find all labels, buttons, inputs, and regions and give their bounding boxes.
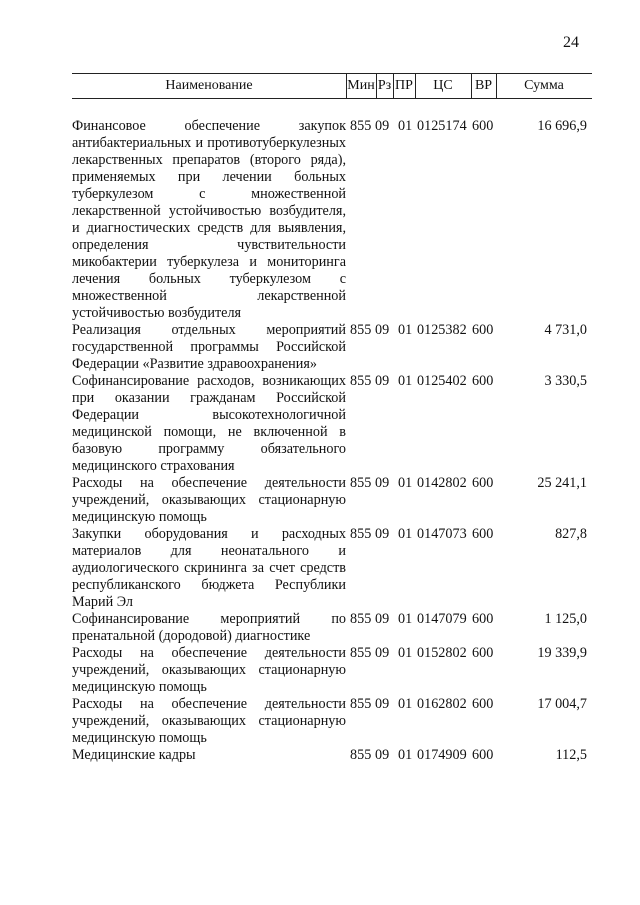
header-sum: Сумма (524, 78, 564, 93)
row-name: Расходы на обеспечение деятельности учреждений, оказывающих стационарную медицинскую помощь (72, 475, 346, 525)
row-rz: 09 (375, 645, 390, 661)
row-rz: 09 (375, 373, 390, 389)
row-vr: 600 (472, 322, 494, 338)
table-row (72, 118, 592, 322)
header-rz: Рз (377, 78, 392, 93)
row-name: Софинансирование мероприятий по пренатальной (дородовой) диагностике (72, 611, 346, 644)
row-sum: 827,8 (555, 526, 587, 542)
row-vr: 600 (472, 475, 494, 491)
table-row (72, 526, 592, 611)
page-number: 24 (563, 34, 579, 51)
row-min: 855 (350, 475, 372, 491)
row-sum: 25 241,1 (537, 475, 587, 491)
header-min: Мин (347, 78, 375, 93)
row-rz: 09 (375, 118, 390, 134)
row-name: Финансовое обеспечение закупок антибактериальных и противотуберкулезных лекарственных препаратов (второго ряда), применяемых при лечении больных туберкулезом с множественной лекарственной устойчивостью возбудителя, и диагностических средств для выявления, определения чувствительности микобактерии туберкулеза и мониторинга лечения больных туберкулезом с множественной лекарственной устойчивостью возбудителя (72, 118, 346, 321)
row-name: Реализация отдельных мероприятий государственной программы Российской Федерации «Развитие здравоохранения» (72, 322, 346, 372)
table-row (72, 696, 592, 747)
row-min: 855 (350, 611, 372, 627)
row-cs: 0125402 (417, 373, 467, 389)
row-rz: 09 (375, 747, 390, 763)
row-min: 855 (350, 322, 372, 338)
row-name: Медицинские кадры (72, 747, 196, 763)
budget-table (72, 73, 592, 764)
header-cs: ЦС (433, 78, 453, 93)
row-sum: 16 696,9 (537, 118, 587, 134)
row-pr: 01 (398, 118, 413, 134)
row-pr: 01 (398, 475, 413, 491)
table-header (72, 73, 592, 99)
row-pr: 01 (398, 696, 413, 712)
row-min: 855 (350, 747, 372, 763)
row-sum: 19 339,9 (537, 645, 587, 661)
table-row (72, 611, 592, 645)
row-cs: 0125382 (417, 322, 467, 338)
row-cs: 0152802 (417, 645, 467, 661)
header-pr: ПР (395, 78, 413, 93)
row-rz: 09 (375, 611, 390, 627)
row-vr: 600 (472, 526, 494, 542)
row-sum: 4 731,0 (544, 322, 587, 338)
row-vr: 600 (472, 696, 494, 712)
row-pr: 01 (398, 645, 413, 661)
header-vr: ВР (474, 78, 493, 93)
row-cs: 0162802 (417, 696, 467, 712)
row-vr: 600 (472, 747, 494, 763)
row-vr: 600 (472, 118, 494, 134)
table-row (72, 475, 592, 526)
row-rz: 09 (375, 322, 390, 338)
row-vr: 600 (472, 611, 494, 627)
row-min: 855 (350, 373, 372, 389)
row-min: 855 (350, 645, 372, 661)
row-min: 855 (350, 696, 372, 712)
header-name: Наименование (165, 78, 253, 93)
row-rz: 09 (375, 526, 390, 542)
row-pr: 01 (398, 373, 413, 389)
table-row (72, 645, 592, 696)
row-rz: 09 (375, 696, 390, 712)
row-vr: 600 (472, 373, 494, 389)
table-row (72, 747, 592, 764)
row-sum: 1 125,0 (544, 611, 587, 627)
row-cs: 0125174 (417, 118, 467, 134)
row-name: Расходы на обеспечение деятельности учреждений, оказывающих стационарную медицинскую помощь (72, 696, 346, 746)
row-pr: 01 (398, 611, 413, 627)
row-name: Закупки оборудования и расходных материалов для неонатального и аудиологического скрининга за счет средств республиканского бюджета Республики Марий Эл (72, 526, 346, 610)
row-min: 855 (350, 118, 372, 134)
row-name: Расходы на обеспечение деятельности учреждений, оказывающих стационарную медицинскую помощь (72, 645, 346, 695)
row-cs: 0147079 (417, 611, 467, 627)
row-pr: 01 (398, 322, 413, 338)
row-name: Софинансирование расходов, возникающих при оказании гражданам Российской Федерации высокотехнологичной медицинской помощи, не включенной в базовую программу обязательного медицинского страхования (72, 373, 346, 474)
table-row (72, 322, 592, 373)
row-vr: 600 (472, 645, 494, 661)
row-cs: 0147073 (417, 526, 467, 542)
row-min: 855 (350, 526, 372, 542)
row-sum: 112,5 (555, 747, 587, 763)
table-row (72, 373, 592, 475)
row-sum: 3 330,5 (544, 373, 587, 389)
row-cs: 0142802 (417, 475, 467, 491)
row-rz: 09 (375, 475, 390, 491)
row-sum: 17 004,7 (537, 696, 587, 712)
row-pr: 01 (398, 526, 413, 542)
row-cs: 0174909 (417, 747, 467, 763)
row-pr: 01 (398, 747, 413, 763)
